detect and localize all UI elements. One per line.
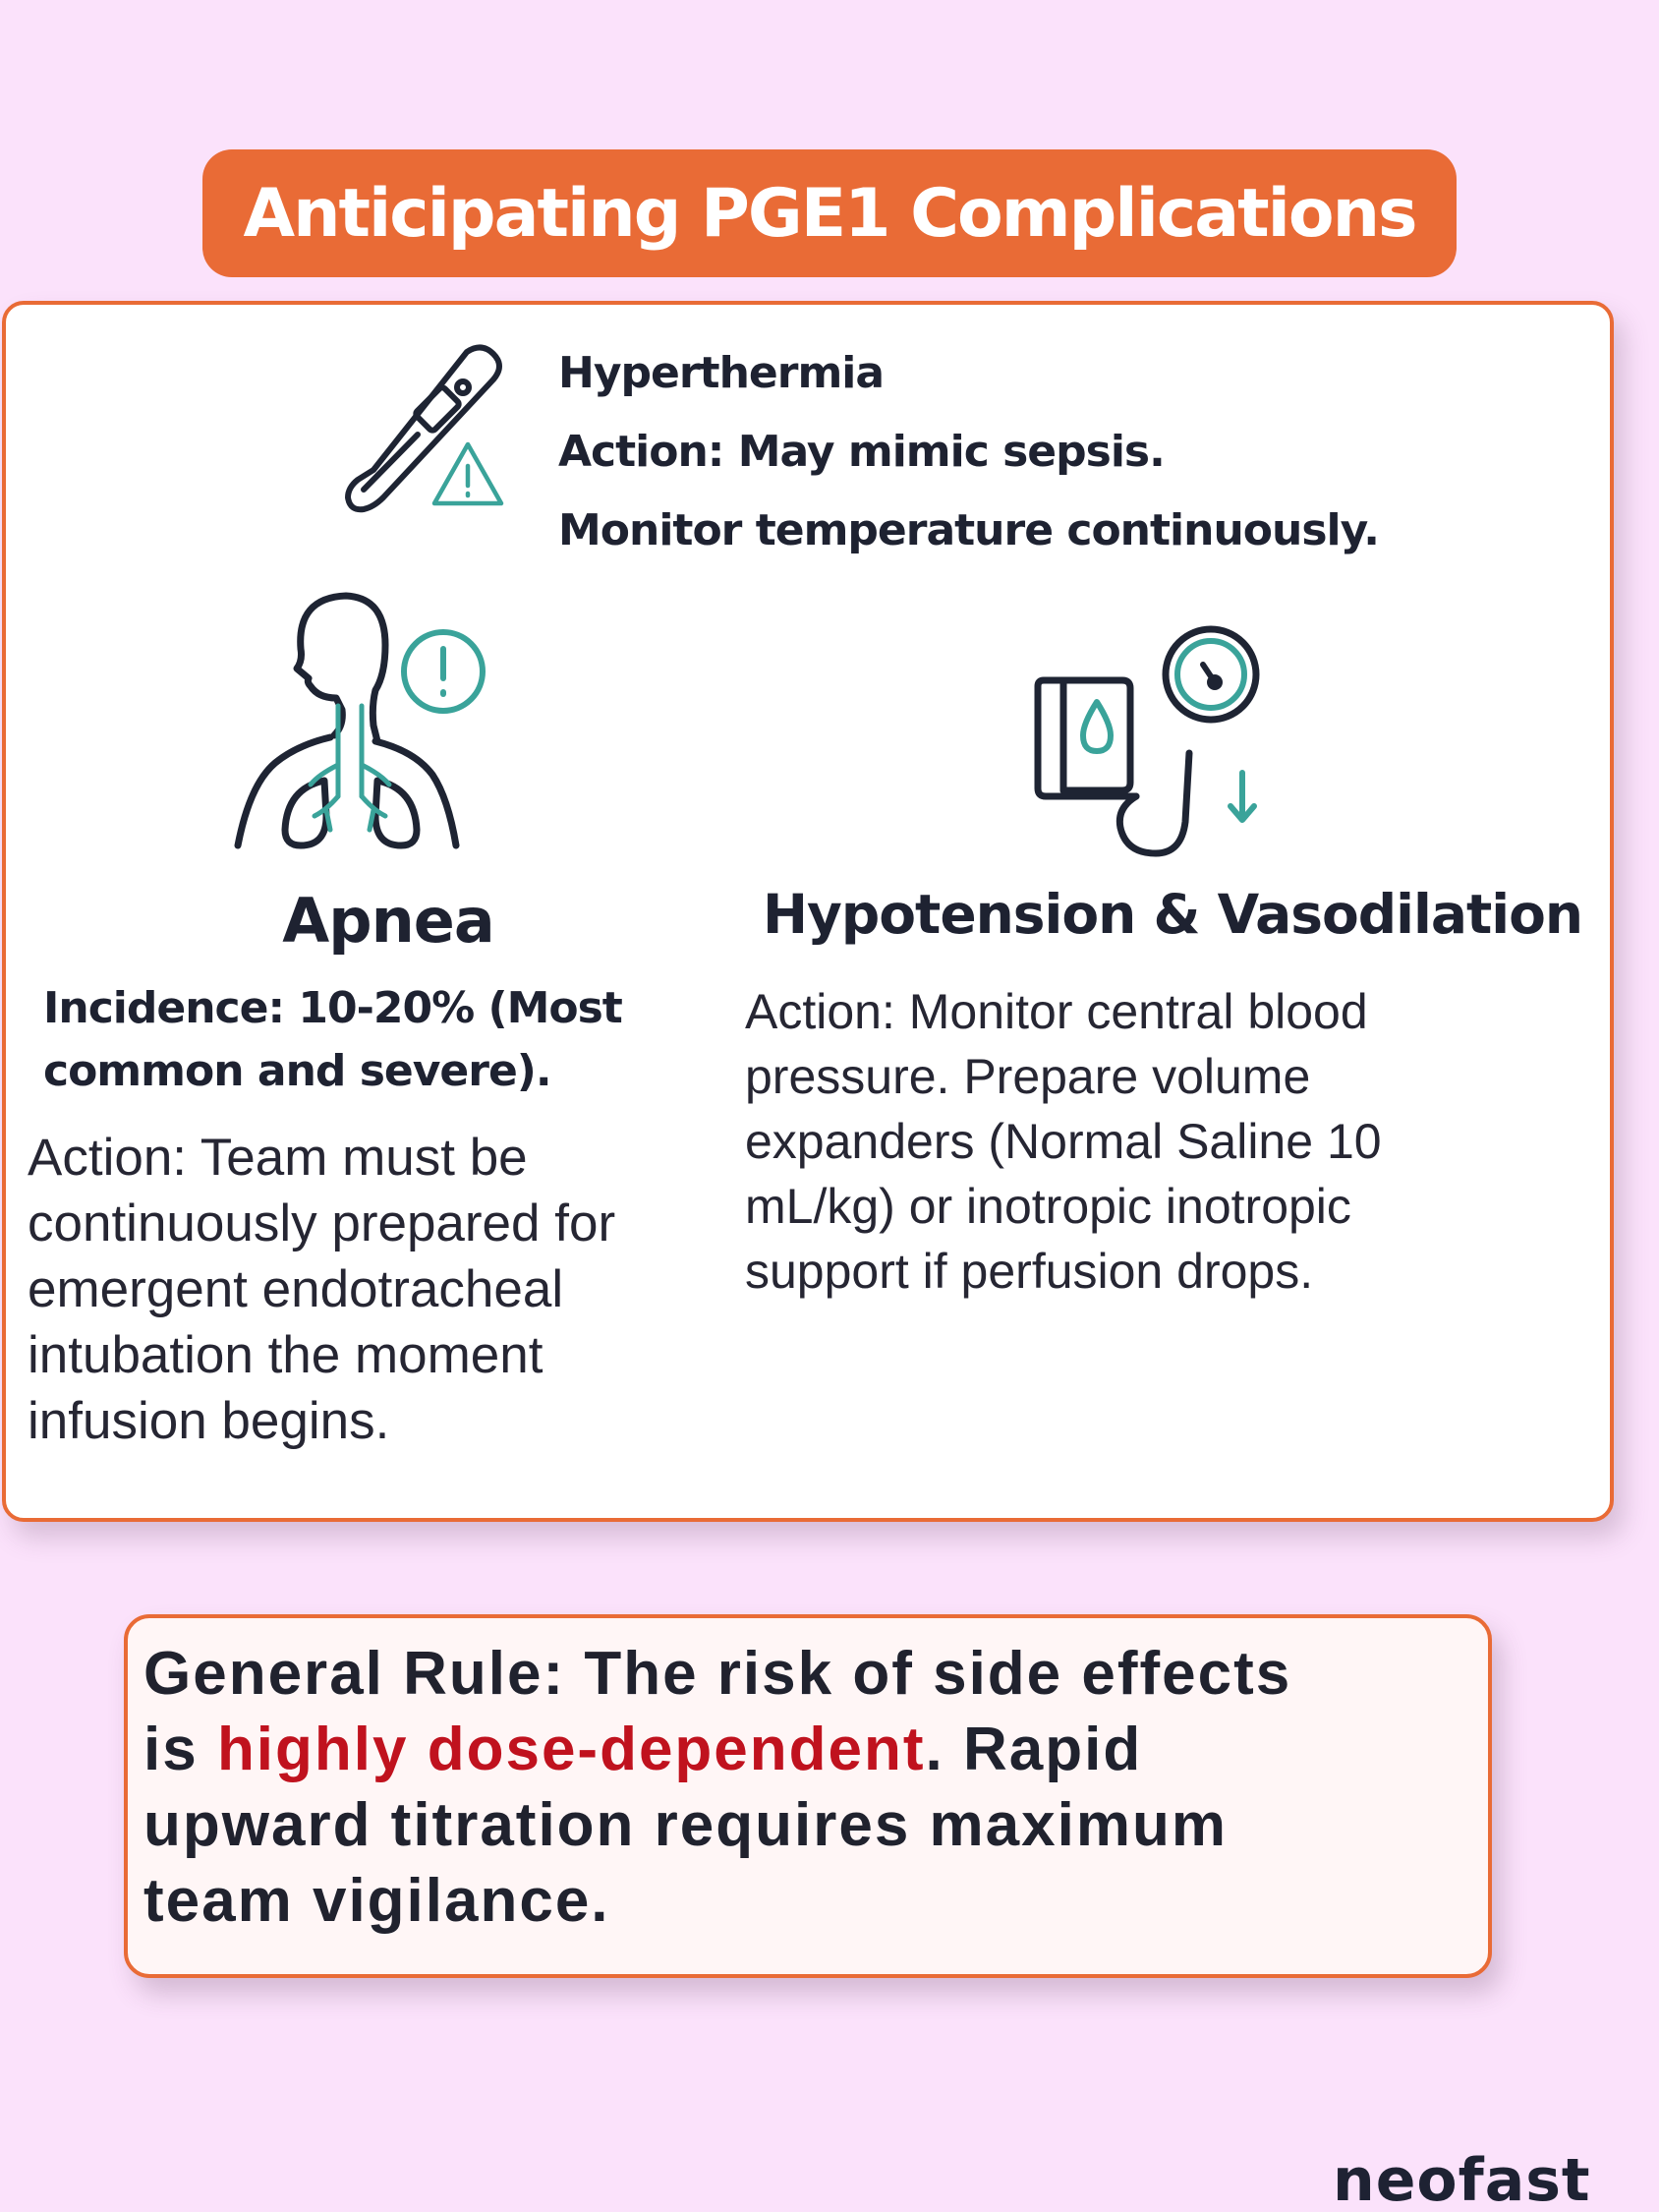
- general-rule-prefix: is: [143, 1716, 217, 1783]
- hyperthermia-monitor: Monitor temperature continuously.: [558, 505, 1379, 555]
- apnea-heading: Apnea: [282, 885, 494, 957]
- apnea-action-line: emergent endotracheal: [28, 1260, 564, 1318]
- apnea-action: [28, 1125, 715, 1454]
- blood-pressure-monitor-icon: [1028, 625, 1274, 861]
- logo-text: neofast: [1333, 2151, 1591, 2212]
- general-rule-line: [143, 1712, 1451, 1787]
- apnea-incidence-line: Incidence: 10-20% (Most: [43, 983, 622, 1033]
- hyperthermia-action: Action: May mimic sepsis.: [558, 427, 1165, 477]
- warning-icon: [429, 438, 507, 509]
- dose-dependent-highlight: highly dose-dependent: [216, 1716, 926, 1783]
- general-rule-line: team vigilance.: [143, 1867, 610, 1935]
- hypotension-action-line: Action: Monitor central blood: [745, 984, 1368, 1039]
- hypotension-heading: Hypotension & Vasodilation: [763, 883, 1583, 946]
- hypotension-action-line: pressure. Prepare volume: [745, 1049, 1311, 1104]
- apnea-action-line: continuously prepared for: [28, 1194, 616, 1252]
- general-rule-line: General Rule: The risk of side effects: [143, 1640, 1292, 1708]
- apnea-incidence: [43, 977, 692, 1103]
- apnea-action-line: infusion begins.: [28, 1392, 390, 1450]
- hypotension-action: [745, 979, 1512, 1304]
- title-banner: [202, 149, 1457, 277]
- apnea-action-line: intubation the moment: [28, 1326, 543, 1384]
- apnea-action-line: Action: Team must be: [28, 1129, 528, 1187]
- alert-circle-icon: [397, 625, 489, 718]
- neofast-logo: [1333, 2151, 1659, 2212]
- hypotension-action-line: expanders (Normal Saline 10: [745, 1114, 1382, 1169]
- hyperthermia-heading: Hyperthermia: [558, 348, 885, 398]
- general-rule-suffix: . Rapid: [925, 1716, 1143, 1783]
- hyperthermia-section: [558, 334, 1379, 570]
- hypotension-action-line: mL/kg) or inotropic inotropic: [745, 1179, 1351, 1234]
- general-rule-line: upward titration requires maximum: [143, 1791, 1228, 1859]
- hypotension-action-line: support if perfusion drops.: [745, 1244, 1314, 1299]
- apnea-incidence-line: common and severe).: [43, 1046, 551, 1096]
- page-title: Anticipating PGE1 Complications: [243, 174, 1416, 253]
- general-rule-text: [143, 1636, 1451, 1939]
